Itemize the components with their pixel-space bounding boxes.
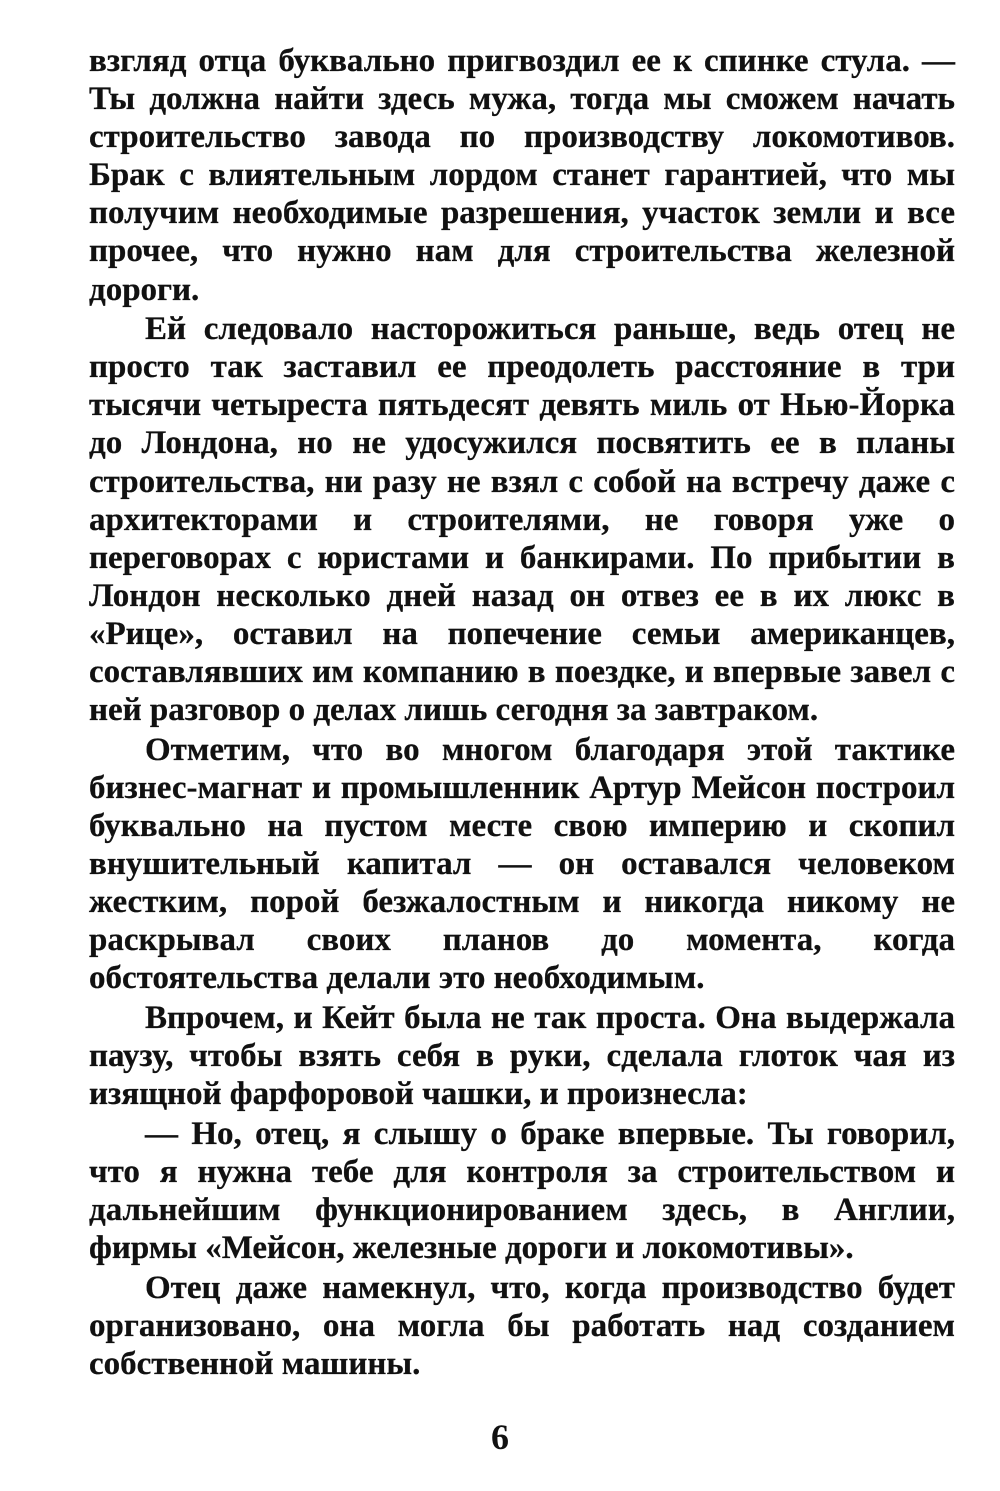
paragraph-6: Отец даже намекнул, что, когда производство будет организовано, она могла бы работать над созданием собственной машины. bbox=[89, 1269, 955, 1382]
page-number: 6 bbox=[491, 1417, 509, 1457]
paragraph-5: — Но, отец, я слышу о браке впервые. Ты говорил, что я нужна тебе для контроля за строительством и дальнейшим функционированием здесь, в Англии, фирмы «Мейсон, железные дороги и локомотивы». bbox=[89, 1115, 955, 1266]
paragraph-4: Впрочем, и Кейт была не так проста. Она выдержала паузу, чтобы взять себя в руки, сделала глоток чая из изящной фарфоровой чашки, и произнесла: bbox=[89, 999, 955, 1113]
paragraph-2: Ей следовало насторожиться раньше, ведь отец не просто так заставил ее преодолеть расстояние в три тысячи четыреста пятьдесят девять миль от Нью-Йорка до Лондона, но не удосужился посвятить ее в планы строительства, ни разу не взял с собой на встречу даже с архитекторами и строителями, не говоря уже о переговорах с юристами и банкирами. По прибытии в Лондон несколько дней назад он отвез ее в их люкс в «Рице», оставил на попечение семьи американцев, составлявших им компанию в поездке, и впервые завел с ней разговор о делах лишь сегодня за завтраком. bbox=[89, 311, 955, 729]
page-text bbox=[89, 42, 955, 1384]
paragraph-1: взгляд отца буквально пригвоздил ее к спинке стула. — Ты должна найти здесь мужа, тогда мы сможем начать строительство завода по производству локомотивов. Брак с влиятельным лордом станет гарантией, что мы получим необходимые разрешения, участок земли и все прочее, что нужно нам для строительства железной дороги. bbox=[89, 43, 955, 308]
paragraph-3: Отметим, что во многом благодаря этой тактике бизнес-магнат и промышленник Артур Мейсон построил буквально на пустом месте свою империю и скопил внушительный капитал — он оставался человеком жестким, порой безжалостным и никогда никому не раскрывал своих планов до момента, когда обстоятельства делали это необходимым. bbox=[89, 731, 955, 997]
